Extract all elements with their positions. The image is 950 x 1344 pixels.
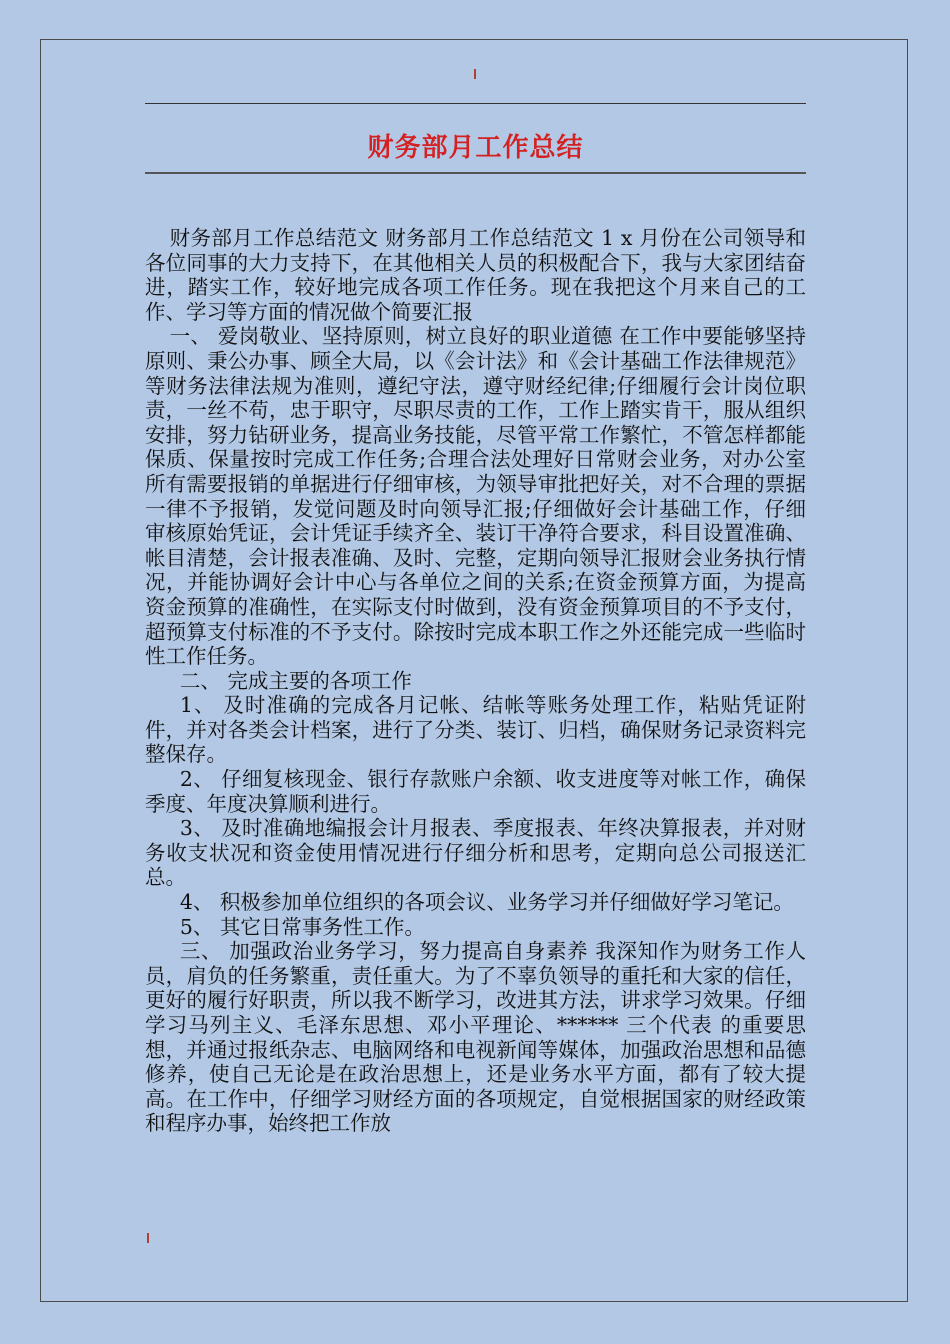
document-title: 财务部月工作总结 [367,133,584,163]
paragraph-item-1: 1、 及时准确的完成各月记帐、结帐等账务处理工作，粘贴凭证附件，并对各类会计档案，进行了分类、装订、归档，确保财务记录资料完整保存。 [145,693,806,767]
header-rule [145,103,806,104]
title-underline [145,172,806,174]
header-marker [474,69,476,79]
paragraph-item-5: 5、 其它日常事务性工作。 [179,914,425,939]
paragraph-item-4: 4、 积极参加单位组织的各项会议、业务学习并仔细做好学习笔记。 [179,890,794,915]
paragraph-item-2: 2、 仔细复核现金、银行存款账户余额、收支进度等对帐工作，确保季度、年度决算顺利进行。 [145,767,806,816]
paragraph-item-3: 3、 及时准确地编报会计月报表、季度报表、年终决算报表，并对财务收支状况和资金使用情况进行仔细分析和思考，定期向总公司报送汇总。 [145,816,806,890]
paragraph-intro: 财务部月工作总结范文 财务部月工作总结范文 1 x 月份在公司领导和各位同事的大力支持下，在其他相关人员的积极配合下，我与大家团结奋进，踏实工作，较好地完成各项工作任务。现在我把这个月来自己的工作、学习等方面的情况做个简要汇报 [145,226,806,324]
paragraph-section-1: 一、 爱岗敬业、坚持原则，树立良好的职业道德 在工作中要能够坚持原则、秉公办事、顾全大局，以《会计法》和《会计基础工作法律规范》等财务法律法规为准则，遵纪守法，遵守财经纪律;仔细履行会计岗位职责，一丝不苟，忠于职守，尽职尽责的工作，工作上踏实肯干，服从组织安排，努力钻研业务，提高业务技能，尽管平常工作繁忙，不管怎样都能保质、保量按时完成工作任务;合理合法处理好日常财会业务，对办公室所有需要报销的单据进行仔细审核，为领导审批把好关，对不合理的票据一律不予报销，发觉问题及时向领导汇报;仔细做好会计基础工作，仔细审核原始凭证，会计凭证手续齐全、装订干净符合要求，科目设置准确、帐目清楚，会计报表准确、及时、完整，定期向领导汇报财会业务执行情况，并能协调好会计中心与各单位之间的关系;在资金预算方面，为提高资金预算的准确性，在实际支付时做到，没有资金预算项目的不予支付，超预算支付标准的不予支付。除按时完成本职工作之外还能完成一些临时性工作任务。 [145,324,806,669]
document-body [145,226,806,1136]
footer-marker [147,1233,149,1243]
paragraph-section-3: 三、 加强政治业务学习，努力提高自身素养 我深知作为财务工作人员，肩负的任务繁重，责任重大。为了不辜负领导的重托和大家的信任，更好的履行好职责，所以我不断学习，改进其方法，讲求学习效果。仔细学习马列主义、毛泽东思想、邓小平理论、****** 三个代表 的重要思想，并通过报纸杂志、电脑网络和电视新闻等媒体，加强政治思想和品德修养，使自己无论是在政治思想上，还是业务水平方面，都有了较大提高。在工作中，仔细学习财经方面的各项规定，自觉根据国家的财经政策和程序办事，始终把工作放 [145,939,806,1136]
paragraph-section-2-heading: 二、 完成主要的各项工作 [179,668,412,693]
